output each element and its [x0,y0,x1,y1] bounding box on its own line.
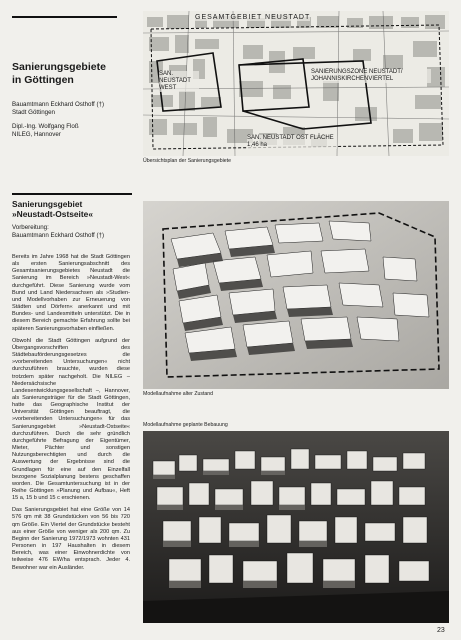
article-title-line2: in Göttingen [12,73,74,86]
section-rule [12,193,132,195]
map-label-west: SAN. NEUSTADT WEST [159,71,199,92]
map-label-east: SANIERUNGSZONE NEUSTADT/ JOHANNISKIRCHENVIERTEL [311,69,431,83]
article-title [12,61,142,86]
body-text [12,254,130,577]
top-rule [12,16,117,18]
section-title-line2: »Neustadt-Ostseite« [12,209,93,219]
photo1-caption: Modellaufnahme alter Zustand [143,391,214,397]
author2-name: Dipl.-Ing. Wolfgang Floß [12,123,79,130]
map-caption: Übersichtsplan der Sanierungsgebiete [143,158,231,164]
map-label-south: SAN. NEUSTADT OST FLÄCHE 1,46 ha [247,135,337,149]
model-photo-old-state [143,201,449,389]
map-label-top: GESAMTGEBIET NEUSTADT [195,14,311,21]
author1-name: Bauamtmann Eckhard Osthoff (†) [12,101,105,108]
paragraph-1: Bereits im Jahre 1968 hat die Stadt Göttingen als ersten Sanierungsabschnitt des Gesamtsanierungsgebietes Neustadt die Sanierung im Bereich »Neustadt-West« durchgeführt. Diese Sanierung wurde vom Bund und Land Niedersachsen als »Studien- und Modellvorhaben zur Erneuerung von Städten und Dörfern« anerkannt und mit Bundes- und Landesmitteln unterstützt. Die in diesem Bereich gemachte Erfahrung sollte bei späteren Sanierungsvorhaben einfließen. [12,254,130,332]
paragraph-2: Obwohl die Stadt Göttingen aufgrund der Übergangsvorschriften des Städtebauförderungsgesetzes die »vorbereitenden Untersuchungen« nicht durchzuführen brauchte, wurden diese trotzdem später nachgeholt. Die NILEG – Niedersächsische Landesentwicklungsgesellschaft –, Hannover, als Sanierungsträger für die Stadt Göttingen, hatte das Geographische Institut der Universität Göttingen beauftragt, die »vorbereitenden Untersuchungen« für das Sanierungsgebiet »Neustadt-Ostseite« durchzuführen. Durch die sehr gründlich durchgeführte Befragung der Eigentümer, Mieter, Pächter und sonstigen Nutzungsberechtigten und durch die Auswertung der Ergebnisse sind die Grundlagen für eine auf den Einzelfall bezogene Sozialplanung bestens geschaffen worden. Die Gesamtuntersuchung ist in der Reihe Göttingen »Planung und Aufbau«, Heft 15 a, 15 b und 15 c erschienen. [12,337,130,502]
section-title-line1: Sanierungsgebiet [12,199,83,209]
page-number: 23 [437,627,445,634]
article-title-line1: Sanierungsgebiete [12,61,106,73]
author1-org: Stadt Göttingen [12,109,55,116]
author-block-1 [12,101,142,117]
paragraph-3: Das Sanierungsgebiet hat eine Größe von 14 576 qm mit 38 Grundstücken von 56 bis 720 qm Größe. Ein Viertel der Grundstücke besteht aus einer Größe von weniger als 200 qm. Zu Beginn der Sanierung 1972/1973 wohnten 431 Personen in 197 Haushalten in diesem Bereich, was einer Einwohnerdichte von teilweise 476 EW/ha entsprach. Jeder 4. Bewohner war ein Ausländer. [12,507,130,571]
photo2-caption: Modellaufnahme geplante Bebauung [143,422,228,428]
preparation-label: Vorbereitung: [12,224,49,231]
section-title [12,199,142,219]
overview-map [143,11,449,156]
model-photo-planned [143,431,449,623]
preparation-name: Bauamtmann Eckhard Osthoff (†) [12,232,105,239]
author2-org: NILEG, Hannover [12,131,61,138]
preparation-credit [12,224,142,240]
author-block-2 [12,123,142,139]
